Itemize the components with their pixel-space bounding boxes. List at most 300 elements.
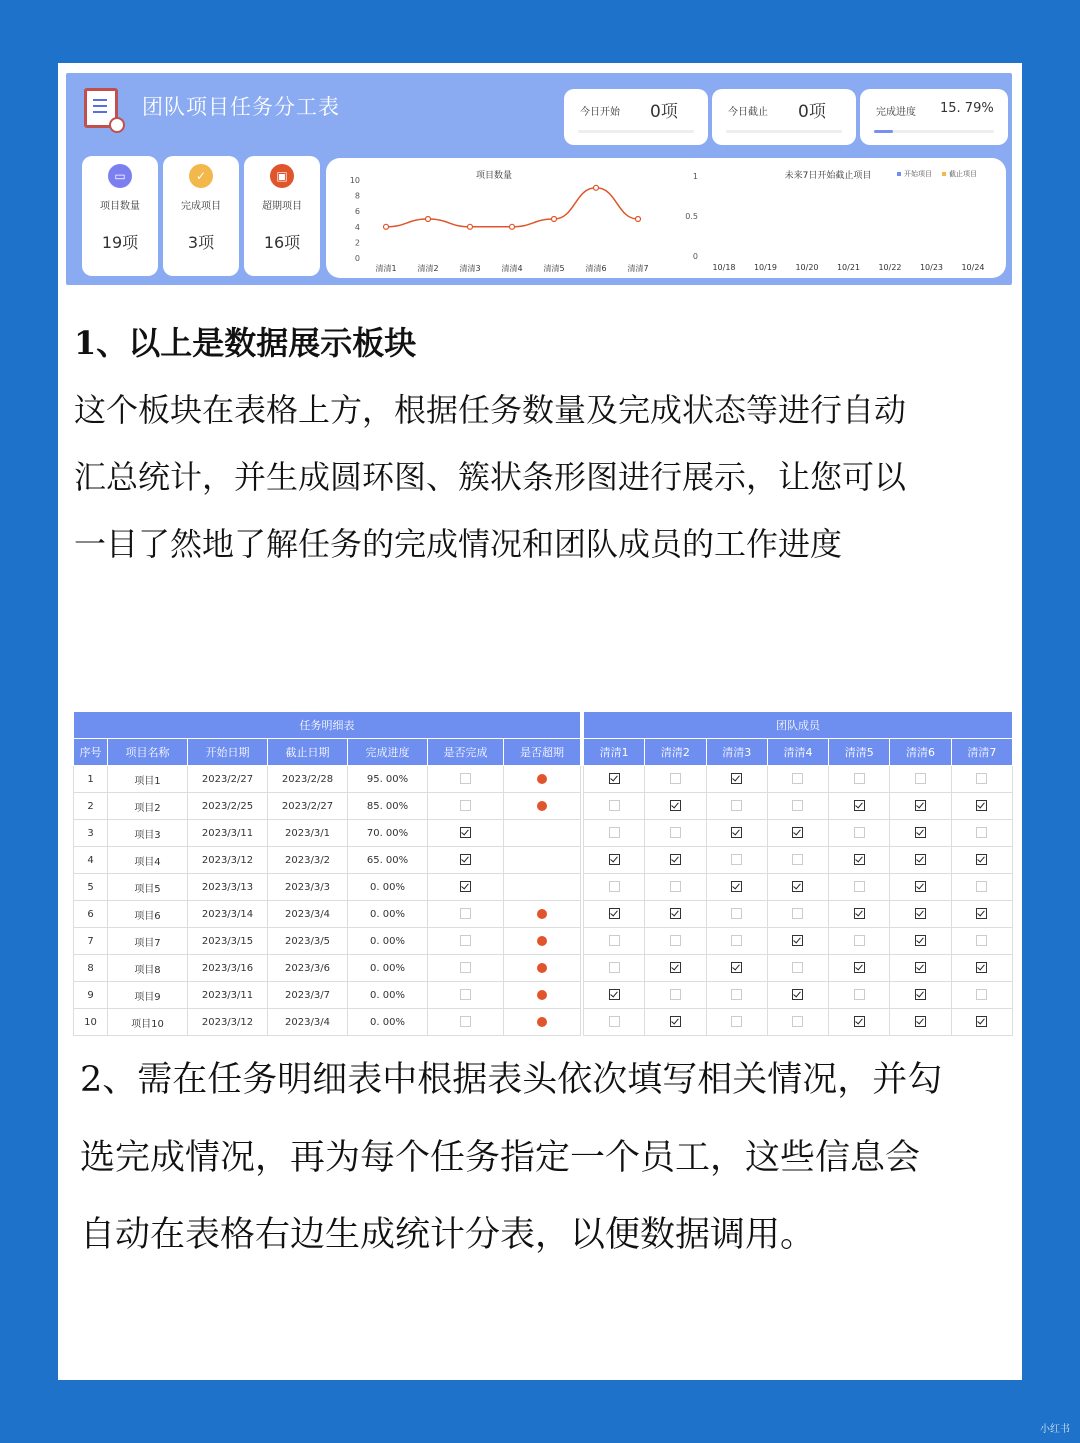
table-row <box>584 982 1013 1009</box>
x-tick-label: 清清3 <box>459 264 481 273</box>
table-cell <box>767 955 828 982</box>
y-tick-label: 0.5 <box>685 212 698 221</box>
table-cell <box>829 820 890 847</box>
y-tick-label: 0 <box>692 252 698 261</box>
table-cell: 0. 00% <box>348 1009 428 1036</box>
completed-cell <box>428 982 504 1009</box>
table-cell: 2023/2/25 <box>188 793 268 820</box>
paragraph-1-line: 汇总统计，并生成圆环图、簇状条形图进行展示，让您可以 <box>74 458 907 496</box>
table-cell: 项目9 <box>108 982 188 1009</box>
table-cell: 2023/3/3 <box>268 874 348 901</box>
completed-cell <box>428 874 504 901</box>
table-cell: 0. 00% <box>348 982 428 1009</box>
table-row <box>74 928 581 955</box>
column-header: 清清1 <box>584 739 645 766</box>
table-cell: 3 <box>74 820 108 847</box>
table-cell <box>829 793 890 820</box>
task-table-title: 任务明细表 <box>74 712 581 739</box>
table-row <box>584 793 1013 820</box>
monitor-icon: ▭ <box>108 164 132 188</box>
overdue-cell <box>504 955 581 982</box>
table-cell <box>706 901 767 928</box>
x-tick-label: 10/18 <box>712 263 736 272</box>
table-row <box>584 955 1013 982</box>
unchecked-checkbox[interactable] <box>670 935 681 946</box>
unchecked-checkbox[interactable] <box>976 881 987 892</box>
column-header: 完成进度 <box>348 739 428 766</box>
legend-label: 开始项目 <box>904 170 932 178</box>
checked-checkbox[interactable] <box>976 854 987 865</box>
table-cell <box>645 766 706 793</box>
checked-checkbox[interactable] <box>792 935 803 946</box>
table-cell <box>584 1009 645 1036</box>
unchecked-checkbox[interactable] <box>731 854 742 865</box>
table-row <box>74 847 581 874</box>
charts-svg <box>326 158 1006 278</box>
column-header: 清清5 <box>829 739 890 766</box>
table-cell <box>890 820 951 847</box>
unchecked-checkbox[interactable] <box>460 773 471 784</box>
table-cell <box>706 955 767 982</box>
checked-checkbox[interactable] <box>976 800 987 811</box>
checked-checkbox[interactable] <box>460 854 471 865</box>
completed-cell <box>428 955 504 982</box>
checked-checkbox[interactable] <box>460 827 471 838</box>
table-row <box>74 901 581 928</box>
table-cell: 2023/3/14 <box>188 901 268 928</box>
checked-checkbox[interactable] <box>731 881 742 892</box>
table-cell: 0. 00% <box>348 874 428 901</box>
column-header: 项目名称 <box>108 739 188 766</box>
table-cell <box>706 982 767 1009</box>
table-cell <box>829 847 890 874</box>
x-tick-label: 清清2 <box>417 264 439 273</box>
unchecked-checkbox[interactable] <box>609 1016 620 1027</box>
completed-cell <box>428 928 504 955</box>
completed-cell <box>428 1009 504 1036</box>
unchecked-checkbox[interactable] <box>792 962 803 973</box>
unchecked-checkbox[interactable] <box>792 773 803 784</box>
legend-swatch <box>897 172 901 176</box>
table-cell <box>829 982 890 1009</box>
table-cell <box>767 820 828 847</box>
dashboard-panel <box>66 73 1012 285</box>
unchecked-checkbox[interactable] <box>460 989 471 1000</box>
table-cell <box>767 982 828 1009</box>
table-row <box>584 847 1013 874</box>
checked-checkbox[interactable] <box>915 935 926 946</box>
table-cell <box>829 901 890 928</box>
table-row <box>74 955 581 982</box>
table-cell <box>645 847 706 874</box>
table-cell <box>584 820 645 847</box>
progress-bar-fill <box>874 130 893 133</box>
table-cell <box>706 847 767 874</box>
checked-checkbox[interactable] <box>915 989 926 1000</box>
checked-checkbox[interactable] <box>915 827 926 838</box>
table-cell: 5 <box>74 874 108 901</box>
checked-checkbox[interactable] <box>792 827 803 838</box>
checked-checkbox[interactable] <box>854 908 865 919</box>
table-cell <box>829 874 890 901</box>
overdue-cell <box>504 820 581 847</box>
checked-checkbox[interactable] <box>976 962 987 973</box>
table-cell: 项目1 <box>108 766 188 793</box>
table-cell: 85. 00% <box>348 793 428 820</box>
table-cell: 0. 00% <box>348 901 428 928</box>
checked-checkbox[interactable] <box>915 962 926 973</box>
checked-checkbox[interactable] <box>915 881 926 892</box>
stat-label: 今日截止 <box>728 107 768 118</box>
checked-checkbox[interactable] <box>792 881 803 892</box>
overdue-dot-icon <box>537 909 547 919</box>
team-table-title: 团队成员 <box>584 712 1013 739</box>
table-cell <box>829 955 890 982</box>
overdue-cell <box>504 847 581 874</box>
table-cell <box>645 955 706 982</box>
kpi-value: 3项 <box>187 233 215 252</box>
y-tick-label: 2 <box>354 238 360 248</box>
column-header: 截止日期 <box>268 739 348 766</box>
column-header: 清清3 <box>706 739 767 766</box>
table-cell <box>584 982 645 1009</box>
table-cell <box>951 820 1012 847</box>
unchecked-checkbox[interactable] <box>460 908 471 919</box>
unchecked-checkbox[interactable] <box>854 935 865 946</box>
unchecked-checkbox[interactable] <box>792 908 803 919</box>
x-tick-label: 10/19 <box>753 263 778 272</box>
table-cell: 项目5 <box>108 874 188 901</box>
table-cell <box>951 847 1012 874</box>
overdue-dot-icon <box>537 936 547 946</box>
table-cell <box>706 928 767 955</box>
unchecked-checkbox[interactable] <box>670 827 681 838</box>
checked-checkbox[interactable] <box>609 989 620 1000</box>
stat-today-start <box>564 89 708 145</box>
table-cell: 2023/3/16 <box>188 955 268 982</box>
table-cell <box>890 928 951 955</box>
table-cell <box>951 766 1012 793</box>
x-tick-label: 清清6 <box>585 264 607 273</box>
charts-panel <box>326 158 1006 278</box>
unchecked-checkbox[interactable] <box>670 773 681 784</box>
unchecked-checkbox[interactable] <box>976 989 987 1000</box>
table-cell <box>829 928 890 955</box>
table-cell <box>951 955 1012 982</box>
table-cell: 2023/3/5 <box>268 928 348 955</box>
task-detail-table <box>73 711 581 1036</box>
kpi-overdue <box>244 156 320 276</box>
x-tick-label: 清清4 <box>501 264 523 273</box>
unchecked-checkbox[interactable] <box>460 800 471 811</box>
paragraph-2-line: 自动在表格右边生成统计分表，以便数据调用。 <box>80 1215 816 1255</box>
overdue-cell <box>504 766 581 793</box>
table-cell <box>645 901 706 928</box>
unchecked-checkbox[interactable] <box>792 854 803 865</box>
table-row <box>584 1009 1013 1036</box>
table-row <box>74 793 581 820</box>
checked-checkbox[interactable] <box>915 908 926 919</box>
checked-checkbox[interactable] <box>670 854 681 865</box>
team-member-table <box>583 711 1013 1036</box>
checked-checkbox[interactable] <box>670 800 681 811</box>
table-row <box>74 820 581 847</box>
overdue-dot-icon <box>537 774 547 784</box>
table-cell: 2023/2/27 <box>268 793 348 820</box>
checked-checkbox[interactable] <box>976 1016 987 1027</box>
kpi-value: 19项 <box>101 233 139 252</box>
table-row <box>584 874 1013 901</box>
unchecked-checkbox[interactable] <box>976 935 987 946</box>
checked-checkbox[interactable] <box>670 962 681 973</box>
data-point <box>384 224 389 229</box>
column-header: 清清6 <box>890 739 951 766</box>
table-cell <box>951 793 1012 820</box>
checked-checkbox[interactable] <box>854 854 865 865</box>
checked-checkbox[interactable] <box>609 908 620 919</box>
y-tick-label: 8 <box>354 191 360 201</box>
data-point <box>426 217 431 222</box>
table-cell <box>706 766 767 793</box>
stat-today-due <box>712 89 856 145</box>
unchecked-checkbox[interactable] <box>915 773 926 784</box>
table-cell <box>890 766 951 793</box>
unchecked-checkbox[interactable] <box>854 827 865 838</box>
kpi-value: 16项 <box>263 233 301 252</box>
data-point <box>552 217 557 222</box>
table-cell <box>890 1009 951 1036</box>
unchecked-checkbox[interactable] <box>460 935 471 946</box>
paragraph-1-line: 这个板块在表格上方，根据任务数量及完成状态等进行自动 <box>74 391 907 429</box>
checked-checkbox[interactable] <box>670 1016 681 1027</box>
kpi-label: 项目数量 <box>100 201 140 212</box>
table-cell <box>584 928 645 955</box>
overdue-cell <box>504 901 581 928</box>
table-cell <box>951 928 1012 955</box>
table-cell: 2023/2/27 <box>188 766 268 793</box>
checked-checkbox[interactable] <box>854 800 865 811</box>
unchecked-checkbox[interactable] <box>792 800 803 811</box>
unchecked-checkbox[interactable] <box>609 800 620 811</box>
unchecked-checkbox[interactable] <box>731 935 742 946</box>
table-cell: 2023/3/12 <box>188 847 268 874</box>
completed-cell <box>428 820 504 847</box>
unchecked-checkbox[interactable] <box>731 989 742 1000</box>
overdue-cell <box>504 1009 581 1036</box>
x-tick-label: 10/23 <box>919 263 944 272</box>
checked-checkbox[interactable] <box>609 773 620 784</box>
x-tick-label: 10/24 <box>961 263 985 272</box>
table-row <box>74 766 581 793</box>
table-cell <box>584 847 645 874</box>
table-cell: 8 <box>74 955 108 982</box>
table-cell <box>890 874 951 901</box>
unchecked-checkbox[interactable] <box>854 989 865 1000</box>
checked-checkbox[interactable] <box>460 881 471 892</box>
table-cell <box>645 874 706 901</box>
kpi-completed <box>163 156 239 276</box>
checked-checkbox[interactable] <box>915 1016 926 1027</box>
table-cell: 项目3 <box>108 820 188 847</box>
table-cell <box>584 955 645 982</box>
table-cell <box>584 901 645 928</box>
data-point <box>468 224 473 229</box>
kpi-label: 完成项目 <box>181 201 221 212</box>
unchecked-checkbox[interactable] <box>609 881 620 892</box>
x-tick-label: 清清7 <box>627 264 649 273</box>
unchecked-checkbox[interactable] <box>609 962 620 973</box>
chart-title: 项目数量 <box>475 171 513 181</box>
table-cell <box>890 955 951 982</box>
table-cell: 7 <box>74 928 108 955</box>
kpi-project-count <box>82 156 158 276</box>
table-cell <box>584 793 645 820</box>
table-cell: 2023/3/6 <box>268 955 348 982</box>
table-cell <box>951 1009 1012 1036</box>
table-cell <box>890 901 951 928</box>
overdue-dot-icon <box>537 1017 547 1027</box>
table-cell: 2023/3/15 <box>188 928 268 955</box>
column-header: 清清7 <box>951 739 1012 766</box>
unchecked-checkbox[interactable] <box>731 800 742 811</box>
x-tick-label: 10/22 <box>878 263 902 272</box>
chart-title: 未来7日开始截止项目 <box>784 171 872 181</box>
checked-checkbox[interactable] <box>731 962 742 973</box>
table-cell <box>645 1009 706 1036</box>
table-cell: 2023/3/7 <box>268 982 348 1009</box>
table-row <box>74 1009 581 1036</box>
table-cell: 2023/3/2 <box>268 847 348 874</box>
unchecked-checkbox[interactable] <box>460 962 471 973</box>
stat-label: 今日开始 <box>580 107 620 118</box>
unchecked-checkbox[interactable] <box>670 989 681 1000</box>
unchecked-checkbox[interactable] <box>731 908 742 919</box>
checked-checkbox[interactable] <box>792 989 803 1000</box>
calendar-icon: ▣ <box>270 164 294 188</box>
checked-checkbox[interactable] <box>731 773 742 784</box>
table-cell: 2023/3/1 <box>268 820 348 847</box>
checked-checkbox[interactable] <box>854 1016 865 1027</box>
table-row <box>584 928 1013 955</box>
column-header: 是否超期 <box>504 739 581 766</box>
y-tick-label: 6 <box>354 207 360 217</box>
y-tick-label: 10 <box>349 176 360 185</box>
task-sheet-icon <box>84 88 118 128</box>
x-tick-label: 清清5 <box>543 264 565 273</box>
column-header: 清清2 <box>645 739 706 766</box>
table-cell: 项目6 <box>108 901 188 928</box>
overdue-dot-icon <box>537 990 547 1000</box>
table-cell <box>767 928 828 955</box>
overdue-dot-icon <box>537 801 547 811</box>
table-cell <box>767 1009 828 1036</box>
unchecked-checkbox[interactable] <box>854 773 865 784</box>
column-header: 序号 <box>74 739 108 766</box>
table-cell <box>584 874 645 901</box>
table-cell: 1 <box>74 766 108 793</box>
table-cell <box>706 874 767 901</box>
checked-checkbox[interactable] <box>670 908 681 919</box>
paragraph-1-line: 一目了然地了解任务的完成情况和团队成员的工作进度 <box>74 525 843 563</box>
stat-progress <box>860 89 1008 145</box>
table-cell: 70. 00% <box>348 820 428 847</box>
table-cell <box>767 847 828 874</box>
paragraph-2-line: 2、需在任务明细表中根据表头依次填写相关情况，并勾 <box>80 1060 943 1100</box>
table-cell <box>767 901 828 928</box>
unchecked-checkbox[interactable] <box>854 881 865 892</box>
y-tick-label: 1 <box>692 172 698 181</box>
unchecked-checkbox[interactable] <box>609 827 620 838</box>
data-point <box>594 185 599 190</box>
table-cell <box>645 982 706 1009</box>
table-cell: 2023/3/12 <box>188 1009 268 1036</box>
checked-checkbox[interactable] <box>976 908 987 919</box>
table-cell <box>706 793 767 820</box>
table-row <box>584 901 1013 928</box>
table-cell: 2023/3/11 <box>188 982 268 1009</box>
table-cell: 2023/3/4 <box>268 1009 348 1036</box>
y-tick-label: 4 <box>354 222 360 232</box>
table-cell: 2023/3/4 <box>268 901 348 928</box>
x-tick-label: 10/20 <box>795 263 819 272</box>
unchecked-checkbox[interactable] <box>792 1016 803 1027</box>
unchecked-checkbox[interactable] <box>460 1016 471 1027</box>
dashboard-title: 团队项目任务分工表 <box>142 95 340 119</box>
watermark: 小红书 <box>1040 1424 1070 1435</box>
stat-value: 15. 79% <box>940 101 994 116</box>
column-header: 是否完成 <box>428 739 504 766</box>
checked-checkbox[interactable] <box>915 800 926 811</box>
table-cell <box>951 982 1012 1009</box>
completed-cell <box>428 901 504 928</box>
legend-label: 截止项目 <box>949 170 977 178</box>
section-heading-1: 1、以上是数据展示板块 <box>74 324 417 362</box>
unchecked-checkbox[interactable] <box>976 827 987 838</box>
y-tick-label: 0 <box>354 254 360 263</box>
unchecked-checkbox[interactable] <box>670 881 681 892</box>
table-cell: 项目7 <box>108 928 188 955</box>
checked-checkbox[interactable] <box>915 854 926 865</box>
legend-swatch <box>942 172 946 176</box>
overdue-dot-icon <box>537 963 547 973</box>
table-cell: 6 <box>74 901 108 928</box>
table-cell: 项目10 <box>108 1009 188 1036</box>
table-cell <box>829 766 890 793</box>
overdue-cell <box>504 874 581 901</box>
completed-cell <box>428 847 504 874</box>
table-cell: 65. 00% <box>348 847 428 874</box>
table-cell <box>767 874 828 901</box>
check-icon: ✓ <box>189 164 213 188</box>
overdue-cell <box>504 982 581 1009</box>
completed-cell <box>428 793 504 820</box>
table-cell <box>584 766 645 793</box>
data-point <box>510 224 515 229</box>
table-cell: 4 <box>74 847 108 874</box>
checked-checkbox[interactable] <box>609 854 620 865</box>
table-cell: 10 <box>74 1009 108 1036</box>
data-point <box>636 217 641 222</box>
stat-label: 完成进度 <box>876 107 916 118</box>
kpi-label: 超期项目 <box>262 201 302 212</box>
checked-checkbox[interactable] <box>854 962 865 973</box>
unchecked-checkbox[interactable] <box>731 1016 742 1027</box>
table-row <box>584 820 1013 847</box>
unchecked-checkbox[interactable] <box>609 935 620 946</box>
checked-checkbox[interactable] <box>731 827 742 838</box>
unchecked-checkbox[interactable] <box>976 773 987 784</box>
series-line <box>386 188 638 227</box>
